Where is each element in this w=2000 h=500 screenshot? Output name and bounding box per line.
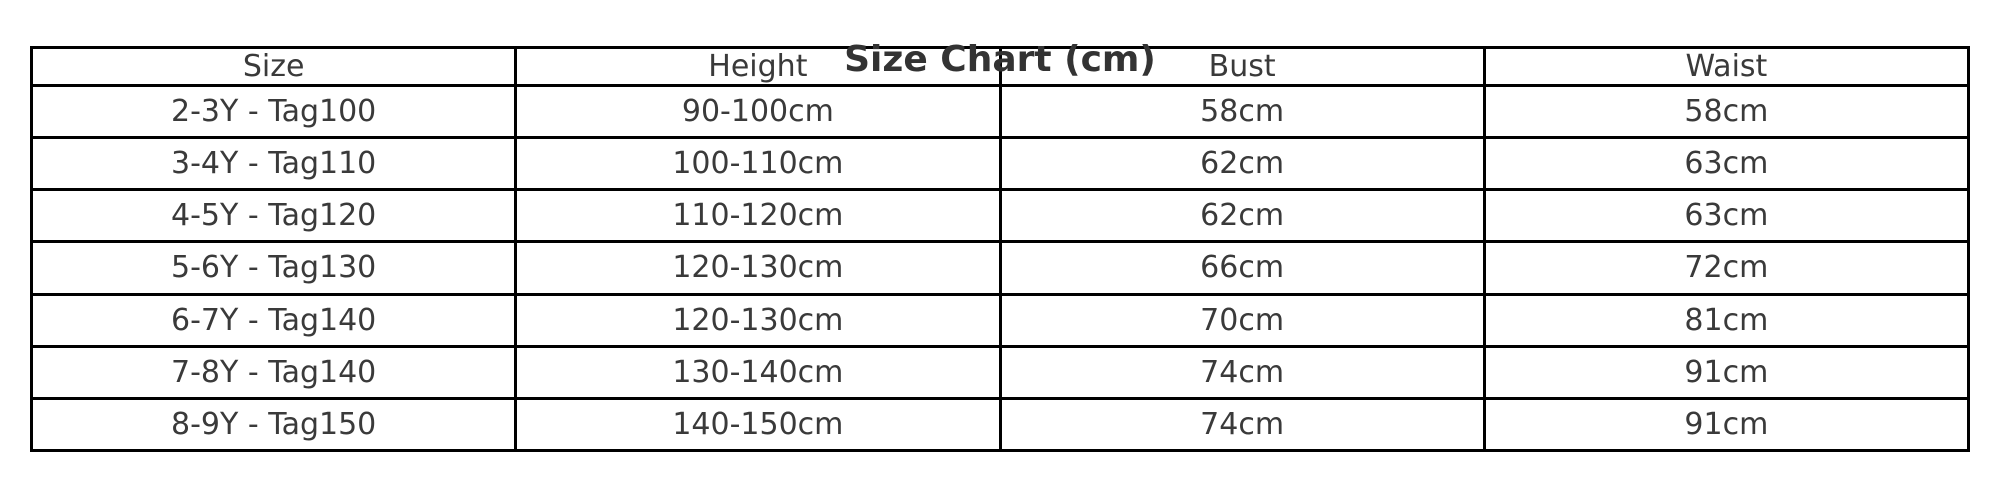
cell-height: 120-130cm (516, 294, 1000, 346)
cell-size: 6-7Y - Tag140 (32, 294, 516, 346)
cell-size: 4-5Y - Tag120 (32, 190, 516, 242)
cell-bust: 74cm (1000, 398, 1484, 450)
cell-waist: 63cm (1484, 190, 1968, 242)
page-title: Size Chart (cm) (844, 39, 1156, 80)
cell-size: 7-8Y - Tag140 (32, 346, 516, 398)
cell-size: 5-6Y - Tag130 (32, 242, 516, 294)
header-height: Height (516, 48, 1000, 86)
cell-height: 110-120cm (516, 190, 1000, 242)
table-row (32, 242, 1969, 294)
table-row (32, 346, 1969, 398)
header-waist: Waist (1484, 48, 1968, 86)
cell-waist: 91cm (1484, 398, 1968, 450)
cell-waist: 91cm (1484, 346, 1968, 398)
cell-size: 2-3Y - Tag100 (32, 86, 516, 138)
cell-waist: 58cm (1484, 86, 1968, 138)
cell-waist: 72cm (1484, 242, 1968, 294)
cell-bust: 58cm (1000, 86, 1484, 138)
table-row (32, 138, 1969, 190)
cell-height: 120-130cm (516, 242, 1000, 294)
cell-bust: 70cm (1000, 294, 1484, 346)
table-row (32, 86, 1969, 138)
cell-height: 130-140cm (516, 346, 1000, 398)
cell-bust: 62cm (1000, 138, 1484, 190)
cell-size: 3-4Y - Tag110 (32, 138, 516, 190)
cell-bust: 74cm (1000, 346, 1484, 398)
cell-height: 100-110cm (516, 138, 1000, 190)
header-bust: Bust (1000, 48, 1484, 86)
header-size: Size (32, 48, 516, 86)
header-row (32, 48, 1969, 86)
cell-bust: 62cm (1000, 190, 1484, 242)
cell-bust: 66cm (1000, 242, 1484, 294)
cell-waist: 81cm (1484, 294, 1968, 346)
cell-height: 140-150cm (516, 398, 1000, 450)
cell-waist: 63cm (1484, 138, 1968, 190)
cell-size: 8-9Y - Tag150 (32, 398, 516, 450)
table-row (32, 294, 1969, 346)
table-row (32, 398, 1969, 450)
size-chart-table (30, 46, 1970, 452)
table-row (32, 190, 1969, 242)
cell-height: 90-100cm (516, 86, 1000, 138)
